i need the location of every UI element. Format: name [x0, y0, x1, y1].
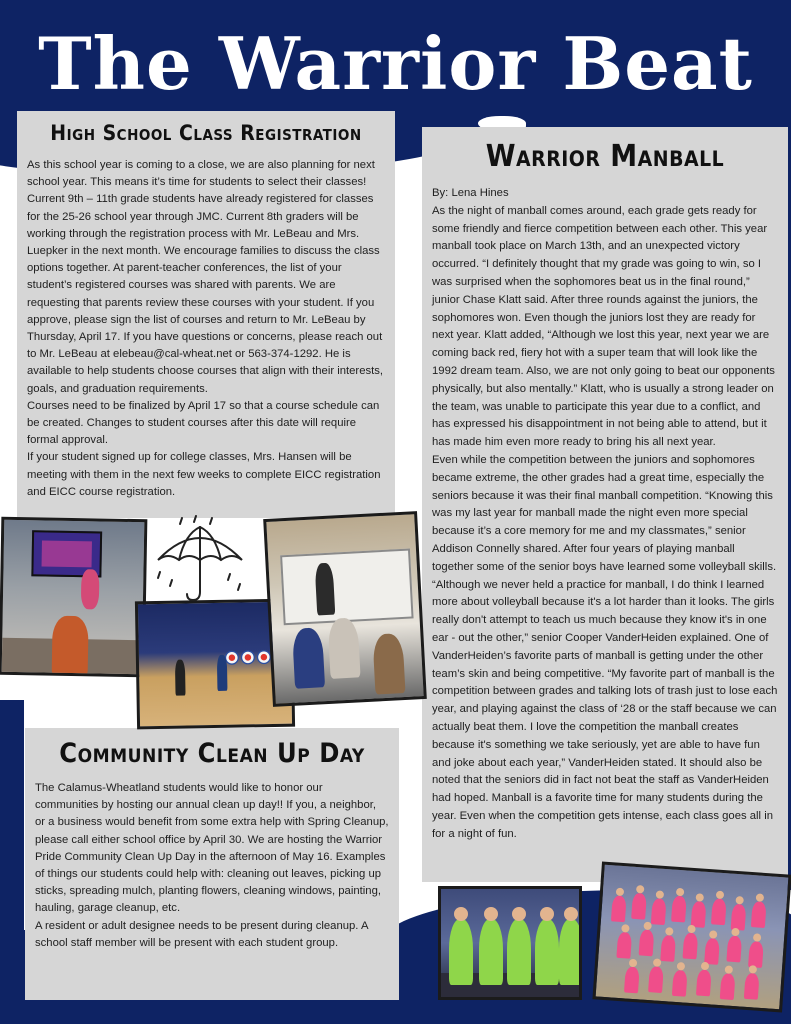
student-figure	[748, 941, 764, 968]
manball-byline: By: Lena Hines	[432, 187, 509, 199]
student-figure	[651, 898, 667, 925]
student-figure	[327, 617, 360, 678]
student-figure	[648, 966, 664, 993]
teacher-figure	[81, 569, 100, 609]
manball-heading: Warrior Manball	[485, 139, 725, 174]
student-figure	[691, 901, 707, 928]
newsletter-title: The Warrior Beat	[38, 21, 753, 106]
student-figure	[479, 919, 503, 985]
student-figure	[631, 893, 647, 920]
student-figure	[696, 969, 712, 996]
senior-boys-photo	[438, 886, 582, 1000]
student-figure	[616, 932, 632, 959]
archery-target	[241, 650, 255, 664]
registration-paragraph: Courses need to be finalized by April 17 so that a course schedule can be created. Changes to student courses after this date will require formal approval.	[27, 399, 380, 447]
manball-paragraph: As the night of manball comes around, each grade gets ready for some friendly and fierce competition between each other. This year manball took place on March 13th, and an unexpected victory occurred. “I definitely thought that my grade was going to win, so I was surprised when the sophomores beat us in the final round,” junior Chase Klatt said. After three rounds against the juniors, the sophomores won. Even though the juniors lost they are ready for next year. Klatt added, “Although we lost this year, next year we are coming back red, fiery hot with a super team that will look like the 1992 dream team. Also, we are not only going to beat our opponents physically, but also mentally.” Klatt, who is usually a strong leader on the team, was unable to participate this year due to a conflict, and has expressed his disappointment in not being able to attend, but it has made him even more ready to bring his all next year.	[432, 204, 775, 449]
cleanup-article	[25, 728, 399, 1000]
archery-target	[257, 650, 271, 664]
class-group-photo	[592, 862, 791, 1013]
student-figure	[726, 936, 742, 963]
umbrella-icon	[150, 514, 250, 606]
student-figure	[639, 929, 655, 956]
student-figure	[624, 966, 640, 993]
registration-paragraph: If your student signed up for college classes, Mrs. Hansen will be meeting with them in the next few weeks to complete EICC registration and EICC course registration.	[27, 451, 381, 498]
registration-article	[17, 111, 395, 518]
student-figure	[292, 627, 325, 688]
student-figure	[535, 919, 559, 985]
student-figure	[449, 919, 473, 985]
registration-heading: High School Class Registration	[50, 121, 362, 145]
student-figure	[682, 932, 698, 959]
student-figure	[711, 898, 727, 925]
registration-paragraph: As this school year is coming to a close, we are also planning for next school year. This means it’s time for students to select their classes! Current 9th – 11th grade students have already registered for classes for the 25-26 school year through JMC. Current 8th graders will be working through the registration process with Mr. LeBeau and Mrs. Luepker in the next month. We encourage families to discuss the class options together. At parent-teacher conferences, the list of your student’s registered courses was shared with parents. We are requesting that parents review these courses with your student. If you approve, please sign the list of courses and return to Mr. LeBeau by Thursday, April 17. If you have questions or concerns, please reach out to Mr. LeBeau at elebeau@cal-wheat.net or 563-374-1292. He is available to help students choose courses that align with their interests, goals, and graduation requirements.	[27, 159, 384, 395]
manball-article	[422, 127, 788, 882]
archery-target	[225, 651, 239, 665]
student-figure	[671, 896, 687, 923]
cleanup-paragraph: The Calamus-Wheatland students would like to honor our communities by hosting our annual clean up day!! If you, a neighbor, or a business would benefit from some extra help with Spring Cleanup, please call either school office by April 30. We are hosting the Warrior Pride Community Clean Up Day in the afternoon of May 16. Examples of things our students could help with: cleaning out leaves, picking up sticks, spreading mulch, planting flowers, cleaning windows, painting, hauling, garage cleanup, etc.	[35, 782, 389, 915]
student-figure	[217, 655, 228, 691]
student-figure	[744, 973, 760, 1000]
cleanup-paragraph: A resident or adult designee needs to be present during cleanup. A school staff member will be present with each student group.	[35, 919, 368, 949]
student-figure	[672, 970, 688, 997]
whiteboard	[280, 549, 413, 626]
student-figure	[720, 973, 736, 1000]
student-figure	[611, 895, 627, 922]
student-figure	[175, 660, 186, 696]
student-figure	[559, 919, 582, 985]
student-figure	[731, 904, 747, 931]
student-figure	[751, 901, 767, 928]
student-figure	[372, 633, 405, 694]
manball-paragraph: Even while the competition between the juniors and sophomores became extreme, the other grades had a great time, especially the seniors because it was their final manball competition. “Knowing this was my last year for manball made the night even more special because it’s a core memory for me and my classmates,” senior Addison Connelly shared. After four years of playing manball together some of the senior boys have learned some volleyball skills. “Although we never held a practice for manball, I do think I learned more about volleyball because it's a lot harder than it looks. The girls really don't attempt to teach us much because they know it's in one ear - out the other,” senior Cooper VanderHeiden explained. One of VanderHeiden’s favorite parts of manball is getting under the other team’s skin and being competitive. “My favorite part of manball is the competition between grades and talking lots of trash just to lose each year, and playing against the class of ‘28 or the staff because we can actually beat them. I love the competition the manball creates because it's something we take seriously, yet are able to have fun and joke about each year,” VanderHeiden stated. It should also be noted that the seniors did in fact not beat the staff as VanderHeiden had hoped. Manball is a favorite time for many students during the year. Even when the competition gets intense, each class goes all in for a night of fun.	[432, 453, 778, 840]
student-figure	[507, 919, 531, 985]
cleanup-heading: Community Clean Up Day	[59, 738, 365, 769]
student-figure	[660, 935, 676, 962]
classroom-photo	[0, 517, 147, 678]
student-figure	[704, 938, 720, 965]
student-figure	[52, 616, 89, 677]
classroom-presentation-photo	[263, 511, 427, 707]
